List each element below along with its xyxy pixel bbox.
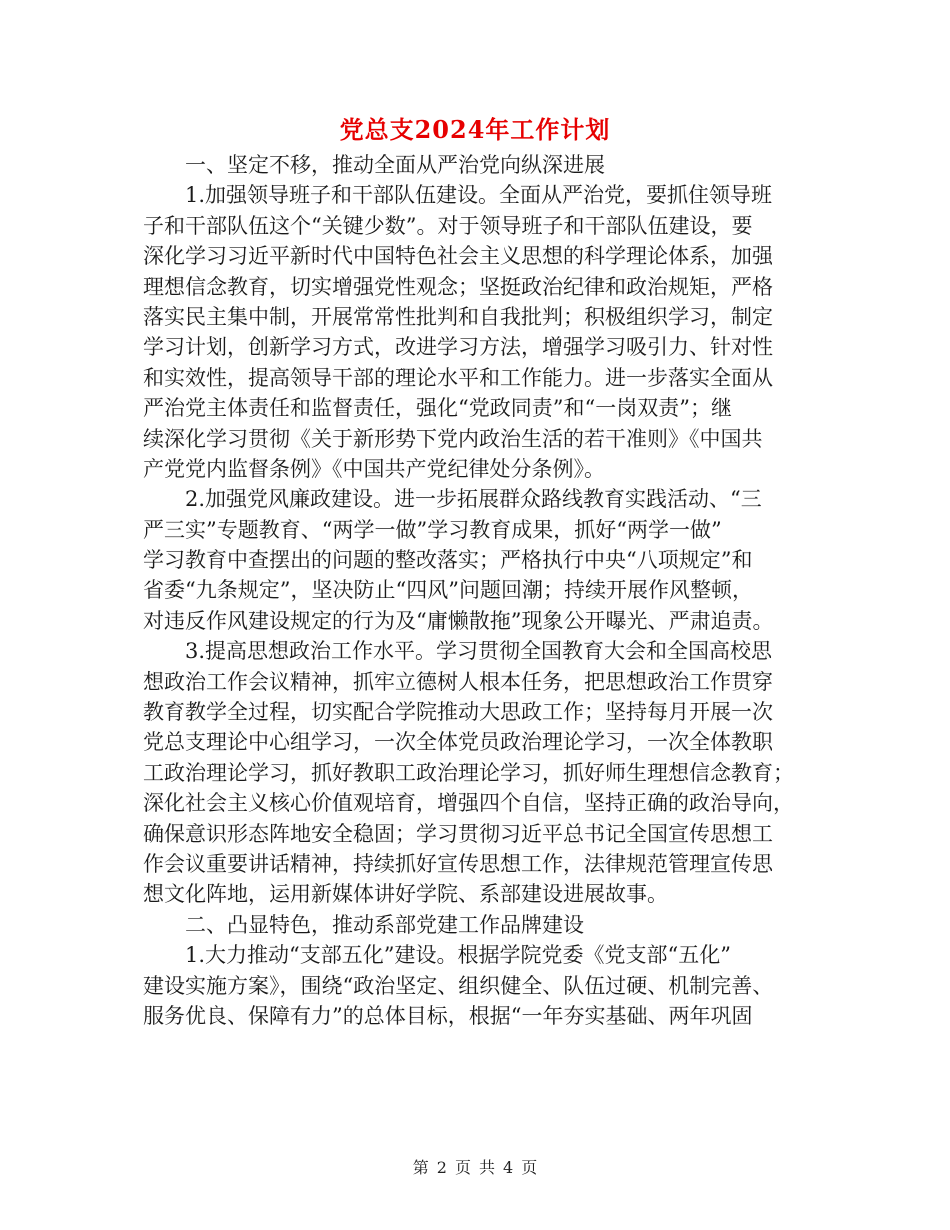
document-title: 党总支2024年工作计划 (339, 115, 611, 144)
page-footer (0, 1155, 950, 1178)
paragraph-line: 1.大力推动“支部五化”建设。根据学院党委《党支部“五化” (185, 943, 731, 968)
section-heading-1: 一、坚定不移，推动全面从严治党向纵深进展 (185, 153, 605, 177)
paragraph-line: 产党党内监督条例》《中国共产党纪律处分条例》。 (143, 456, 605, 481)
section-heading-2: 二、凸显特色，推动系部党建工作品牌建设 (185, 912, 584, 937)
paragraph-line: 对违反作风建设规定的行为及“庸懒散拖”现象公开曝光、严肃追责。 (143, 608, 774, 633)
paragraph-line: 续深化学习贯彻《关于新形势下党内政治生活的若干准则》《中国共 (143, 426, 763, 451)
paragraph-line: 学习计划，创新学习方式，改进学习方法，增强学习吸引力、针对性 (143, 335, 773, 360)
paragraph-line: 严治党主体责任和监督责任，强化“党政同责”和“一岗双责”；继 (143, 396, 732, 421)
footer-ye-total: 页 (521, 1158, 538, 1177)
paragraph-line: 子和干部队伍这个“关键少数”。对于领导班子和干部队伍建设，要 (143, 213, 753, 238)
paragraph-line: 1.加强领导班子和干部队伍建设。全面从严治党，要抓住领导班 (185, 183, 773, 208)
paragraph-line: 省委“九条规定”，坚决防止“四风”问题回潮；持续开展作风整顿， (143, 578, 753, 603)
paragraph-line: 党总支理论中心组学习，一次全体党员政治理论学习，一次全体教职 (143, 730, 773, 755)
document-body (143, 150, 803, 1031)
paragraph-line: 想政治工作会议精神，抓牢立德树人根本任务，把思想政治工作贯穿 (143, 669, 773, 694)
footer-ye: 页 (454, 1158, 471, 1177)
paragraph-line: 作会议重要讲话精神，持续抓好宣传思想工作，法律规范管理宣传思 (143, 851, 773, 876)
paragraph-line: 和实效性，提高领导干部的理论水平和工作能力。进一步落实全面从 (143, 365, 773, 390)
paragraph-line: 确保意识形态阵地安全稳固；学习贯彻习近平总书记全国宣传思想工 (143, 821, 773, 846)
paragraph-line: 理想信念教育，切实增强党性观念；坚挺政治纪律和政治规矩，严格 (143, 274, 773, 299)
paragraph-line: 学习教育中查摆出的问题的整改落实；严格执行中央“八项规定”和 (143, 548, 753, 573)
paragraph-line: 服务优良、保障有力”的总体目标，根据“一年夯实基础、两年巩固 (143, 1003, 753, 1028)
paragraph-line: 严三实”专题教育、“两学一做”学习教育成果，抓好“两学一做” (143, 517, 722, 542)
paragraph-line: 3.提高思想政治工作水平。学习贯彻全国教育大会和全国高校思 (185, 639, 773, 664)
paragraph-line: 教育教学全过程，切实配合学院推动大思政工作；坚持每月开展一次 (143, 700, 773, 725)
paragraph-line: 落实民主集中制，开展常常性批判和自我批判；积极组织学习，制定 (143, 304, 773, 329)
footer-gong: 共 (479, 1158, 496, 1177)
paragraph-line: 工政治理论学习，抓好教职工政治理论学习，抓好师生理想信念教育； (143, 760, 794, 785)
paragraph-line: 想文化阵地，运用新媒体讲好学院、系部建设进展故事。 (143, 882, 668, 907)
paragraph-line: 2.加强党风廉政建设。进一步拓展群众路线教育实践活动、“三 (185, 487, 762, 512)
total-pages: 4 (503, 1158, 514, 1177)
paragraph-line: 建设实施方案》，围绕“政治坚定、组织健全、队伍过硬、机制完善、 (143, 973, 774, 998)
footer-di: 第 (412, 1158, 429, 1177)
page-number: 2 (436, 1158, 447, 1177)
paragraph-line: 深化学习习近平新时代中国特色社会主义思想的科学理论体系，加强 (143, 244, 773, 269)
paragraph-line: 深化社会主义核心价值观培育，增强四个自信，坚持正确的政治导向， (143, 791, 794, 816)
